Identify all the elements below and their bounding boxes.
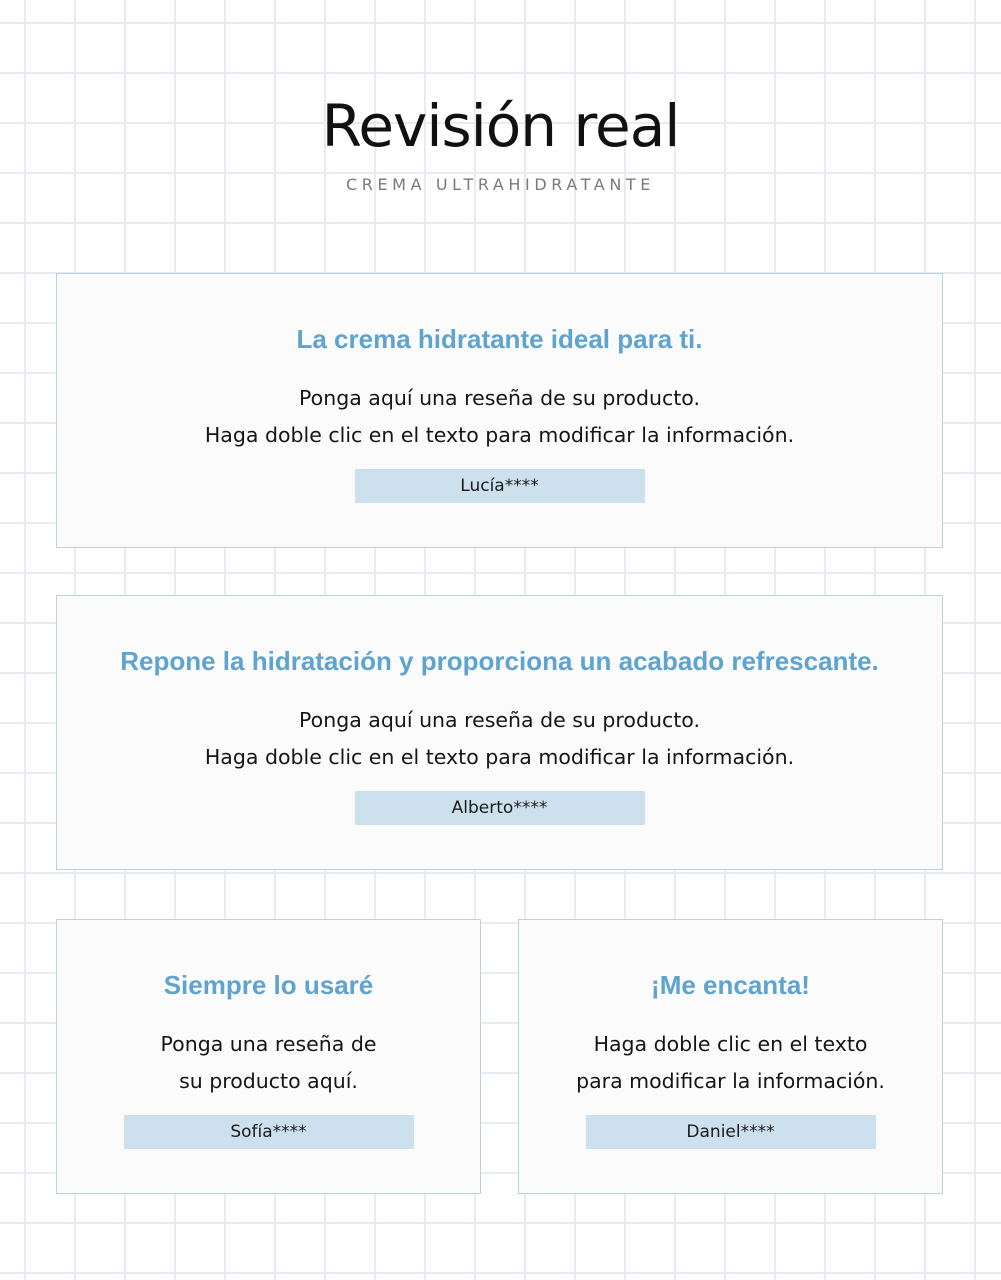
review-title: Siempre lo usaré xyxy=(163,970,374,1000)
review-body-line: Ponga una reseña de xyxy=(160,1032,377,1056)
review-body xyxy=(57,1026,480,1100)
review-body-line: Ponga aquí una reseña de su producto. xyxy=(299,386,700,410)
review-author: Alberto**** xyxy=(355,791,645,825)
review-body-line: Haga doble clic en el texto para modificar la información. xyxy=(204,423,795,447)
review-author: Sofía**** xyxy=(124,1115,414,1149)
page-title: Revisión real xyxy=(321,92,680,160)
review-card xyxy=(518,919,943,1194)
review-author: Lucía**** xyxy=(355,469,645,503)
review-body xyxy=(57,702,942,776)
review-body-line: Ponga aquí una reseña de su producto. xyxy=(299,708,700,732)
review-body-line: Haga doble clic en el texto para modificar la información. xyxy=(204,745,795,769)
page-subtitle: CREMA ULTRAHIDRATANTE xyxy=(345,175,655,194)
review-author: Daniel**** xyxy=(586,1115,876,1149)
review-body-line: para modificar la información. xyxy=(576,1069,885,1093)
review-title: Repone la hidratación y proporciona un acabado refrescante. xyxy=(120,646,879,676)
review-body-line: su producto aquí. xyxy=(179,1069,358,1093)
review-card xyxy=(56,595,943,870)
review-body-line: Haga doble clic en el texto xyxy=(593,1032,868,1056)
review-body xyxy=(57,380,942,454)
review-card xyxy=(56,919,481,1194)
review-body xyxy=(519,1026,942,1100)
review-title: La crema hidratante ideal para ti. xyxy=(296,324,703,354)
review-card xyxy=(56,273,943,548)
review-title: ¡Me encanta! xyxy=(651,970,810,1000)
page-header xyxy=(0,88,1001,196)
